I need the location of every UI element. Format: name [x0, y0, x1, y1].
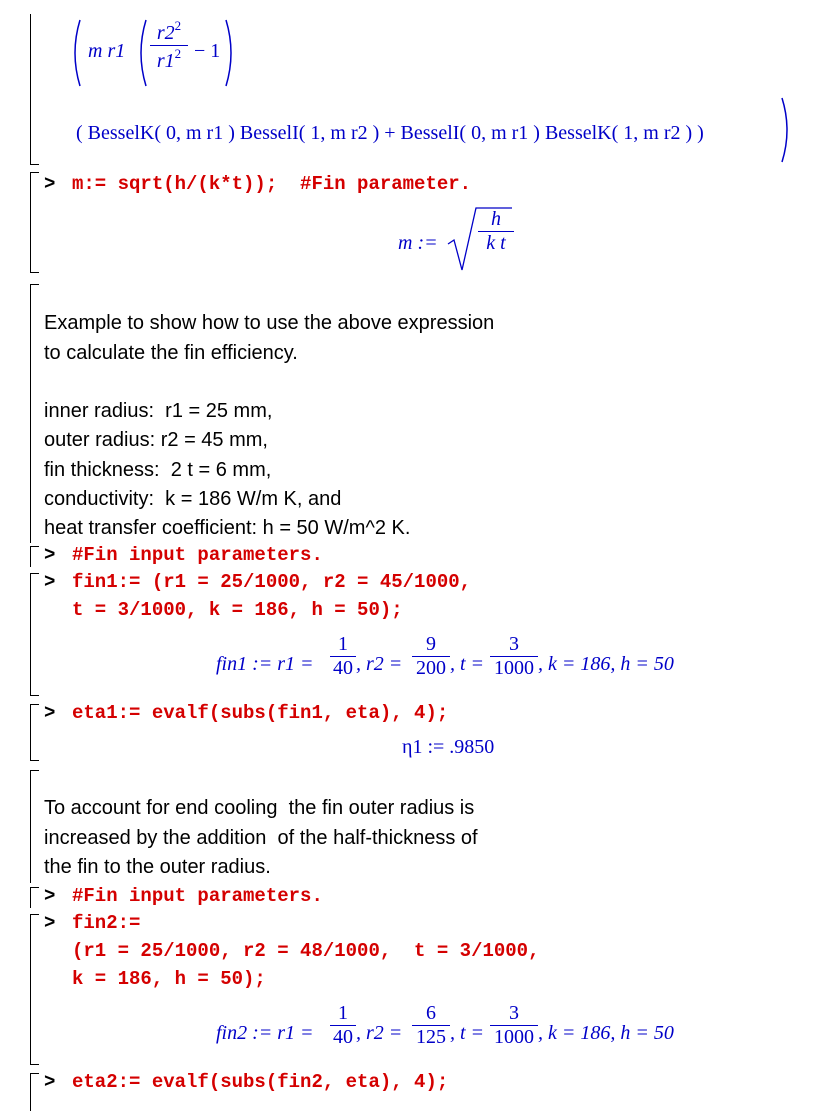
text-line: heat transfer coefficient: h = 50 W/m^2 K. — [44, 517, 411, 540]
text-group-bracket[interactable] — [30, 770, 39, 883]
text-line: Example to show how to use the above expression — [44, 312, 495, 335]
input-m-definition[interactable]: m:= sqrt(h/(k*t)); #Fin parameter. — [72, 173, 472, 195]
input-comment-fin-params-2[interactable]: #Fin input parameters. — [72, 885, 323, 907]
input-fin2-line1[interactable]: fin2:= — [72, 912, 141, 934]
fraction-t: $\frac{3}{1000}$ — [490, 633, 538, 680]
input-fin1-line1[interactable]: fin1:= (r1 = 25/1000, r2 = 45/1000, — [72, 571, 472, 593]
input-fin2-line2[interactable]: (r1 = 25/1000, r2 = 48/1000, t = 3/1000, — [72, 940, 540, 962]
text-line: increased by the addition of the half-thickness of — [44, 826, 478, 849]
input-eta1[interactable]: eta1:= evalf(subs(fin1, eta), 4); — [72, 702, 449, 724]
execution-group-bracket[interactable] — [30, 887, 39, 908]
text-line: the fin to the outer radius. — [44, 855, 271, 878]
execution-group-bracket-end — [30, 573, 39, 696]
output-fin2-t-label: , t = — [450, 1022, 485, 1044]
input-prompt: > — [44, 885, 56, 907]
output-fin2-r2-label: , r2 = — [356, 1022, 403, 1044]
text-line: outer radius: r2 = 45 mm, — [44, 429, 268, 452]
text-line — [44, 368, 494, 397]
bessel-expression: ( BesselK( 0, m r1 ) BesselI( 1, m r2 ) + BesselI( 0, m r1 ) BesselK( 1, m r2 ) ) — [76, 122, 704, 144]
output-fin2-rest: , k = 186, h = 50 — [538, 1022, 674, 1044]
fraction-r1: $\frac{1}{40}$ — [330, 1002, 356, 1049]
right-paren-icon — [780, 96, 792, 164]
fraction-r2: $\frac{9}{200}$ — [412, 633, 450, 680]
output-fin1-rest: , k = 186, h = 50 — [538, 653, 674, 675]
output-fin1-r2-label: , r2 = — [356, 653, 403, 675]
text-line: fin thickness: 2 t = 6 mm, — [44, 458, 272, 481]
text-line: conductivity: k = 186 W/m K, and — [44, 488, 342, 511]
h-over-kt-fraction: $\frac{h}{\text{k t}}$ — [478, 208, 514, 255]
execution-group-bracket[interactable] — [30, 546, 39, 567]
right-paren-icon — [224, 18, 236, 88]
left-paren-icon — [136, 18, 148, 88]
left-paren-icon — [70, 18, 82, 88]
text-line: inner radius: r1 = 25 mm, — [44, 400, 273, 423]
output-fin2-lhs: fin2 := r1 = — [216, 1022, 314, 1044]
text-line: to calculate the fin efficiency. — [44, 341, 298, 364]
output-fin1-t-label: , t = — [450, 653, 485, 675]
minus-one: − 1 — [194, 40, 221, 62]
output-m-lhs: m := — [398, 232, 438, 254]
fraction-t: $\frac{3}{1000}$ — [490, 1002, 538, 1049]
output-eta1: η1 := .9850 — [402, 736, 495, 758]
text-line: To account for end cooling the fin outer radius is — [44, 797, 475, 820]
text-paragraph-example — [44, 280, 494, 573]
output-group-bracket-end — [30, 14, 39, 165]
input-prompt: > — [44, 912, 56, 934]
input-prompt: > — [44, 544, 56, 566]
execution-group-bracket[interactable] — [30, 1073, 39, 1111]
fraction-r2: $\frac{6}{125}$ — [412, 1002, 450, 1049]
input-eta2[interactable]: eta2:= evalf(subs(fin2, eta), 4); — [72, 1071, 449, 1093]
expr-m-r1: m r1 — [88, 40, 126, 62]
execution-group-bracket-end — [30, 914, 39, 1065]
execution-group-bracket-end — [30, 704, 39, 761]
input-prompt: > — [44, 571, 56, 593]
input-fin1-line2[interactable]: t = 3/1000, k = 186, h = 50); — [72, 599, 403, 621]
input-prompt: > — [44, 173, 56, 195]
input-prompt: > — [44, 702, 56, 724]
input-prompt: > — [44, 1071, 56, 1093]
input-fin2-line3[interactable]: k = 186, h = 50); — [72, 968, 266, 990]
execution-group-bracket-end — [30, 172, 39, 273]
input-comment-fin-params[interactable]: #Fin input parameters. — [72, 544, 323, 566]
text-group-bracket[interactable] — [30, 284, 39, 543]
output-fin1-lhs: fin1 := r1 = — [216, 653, 314, 675]
r2-over-r1-fraction: $\frac{r2^2}{r1^2}$ — [150, 18, 188, 73]
fraction-r1: $\frac{1}{40}$ — [330, 633, 356, 680]
